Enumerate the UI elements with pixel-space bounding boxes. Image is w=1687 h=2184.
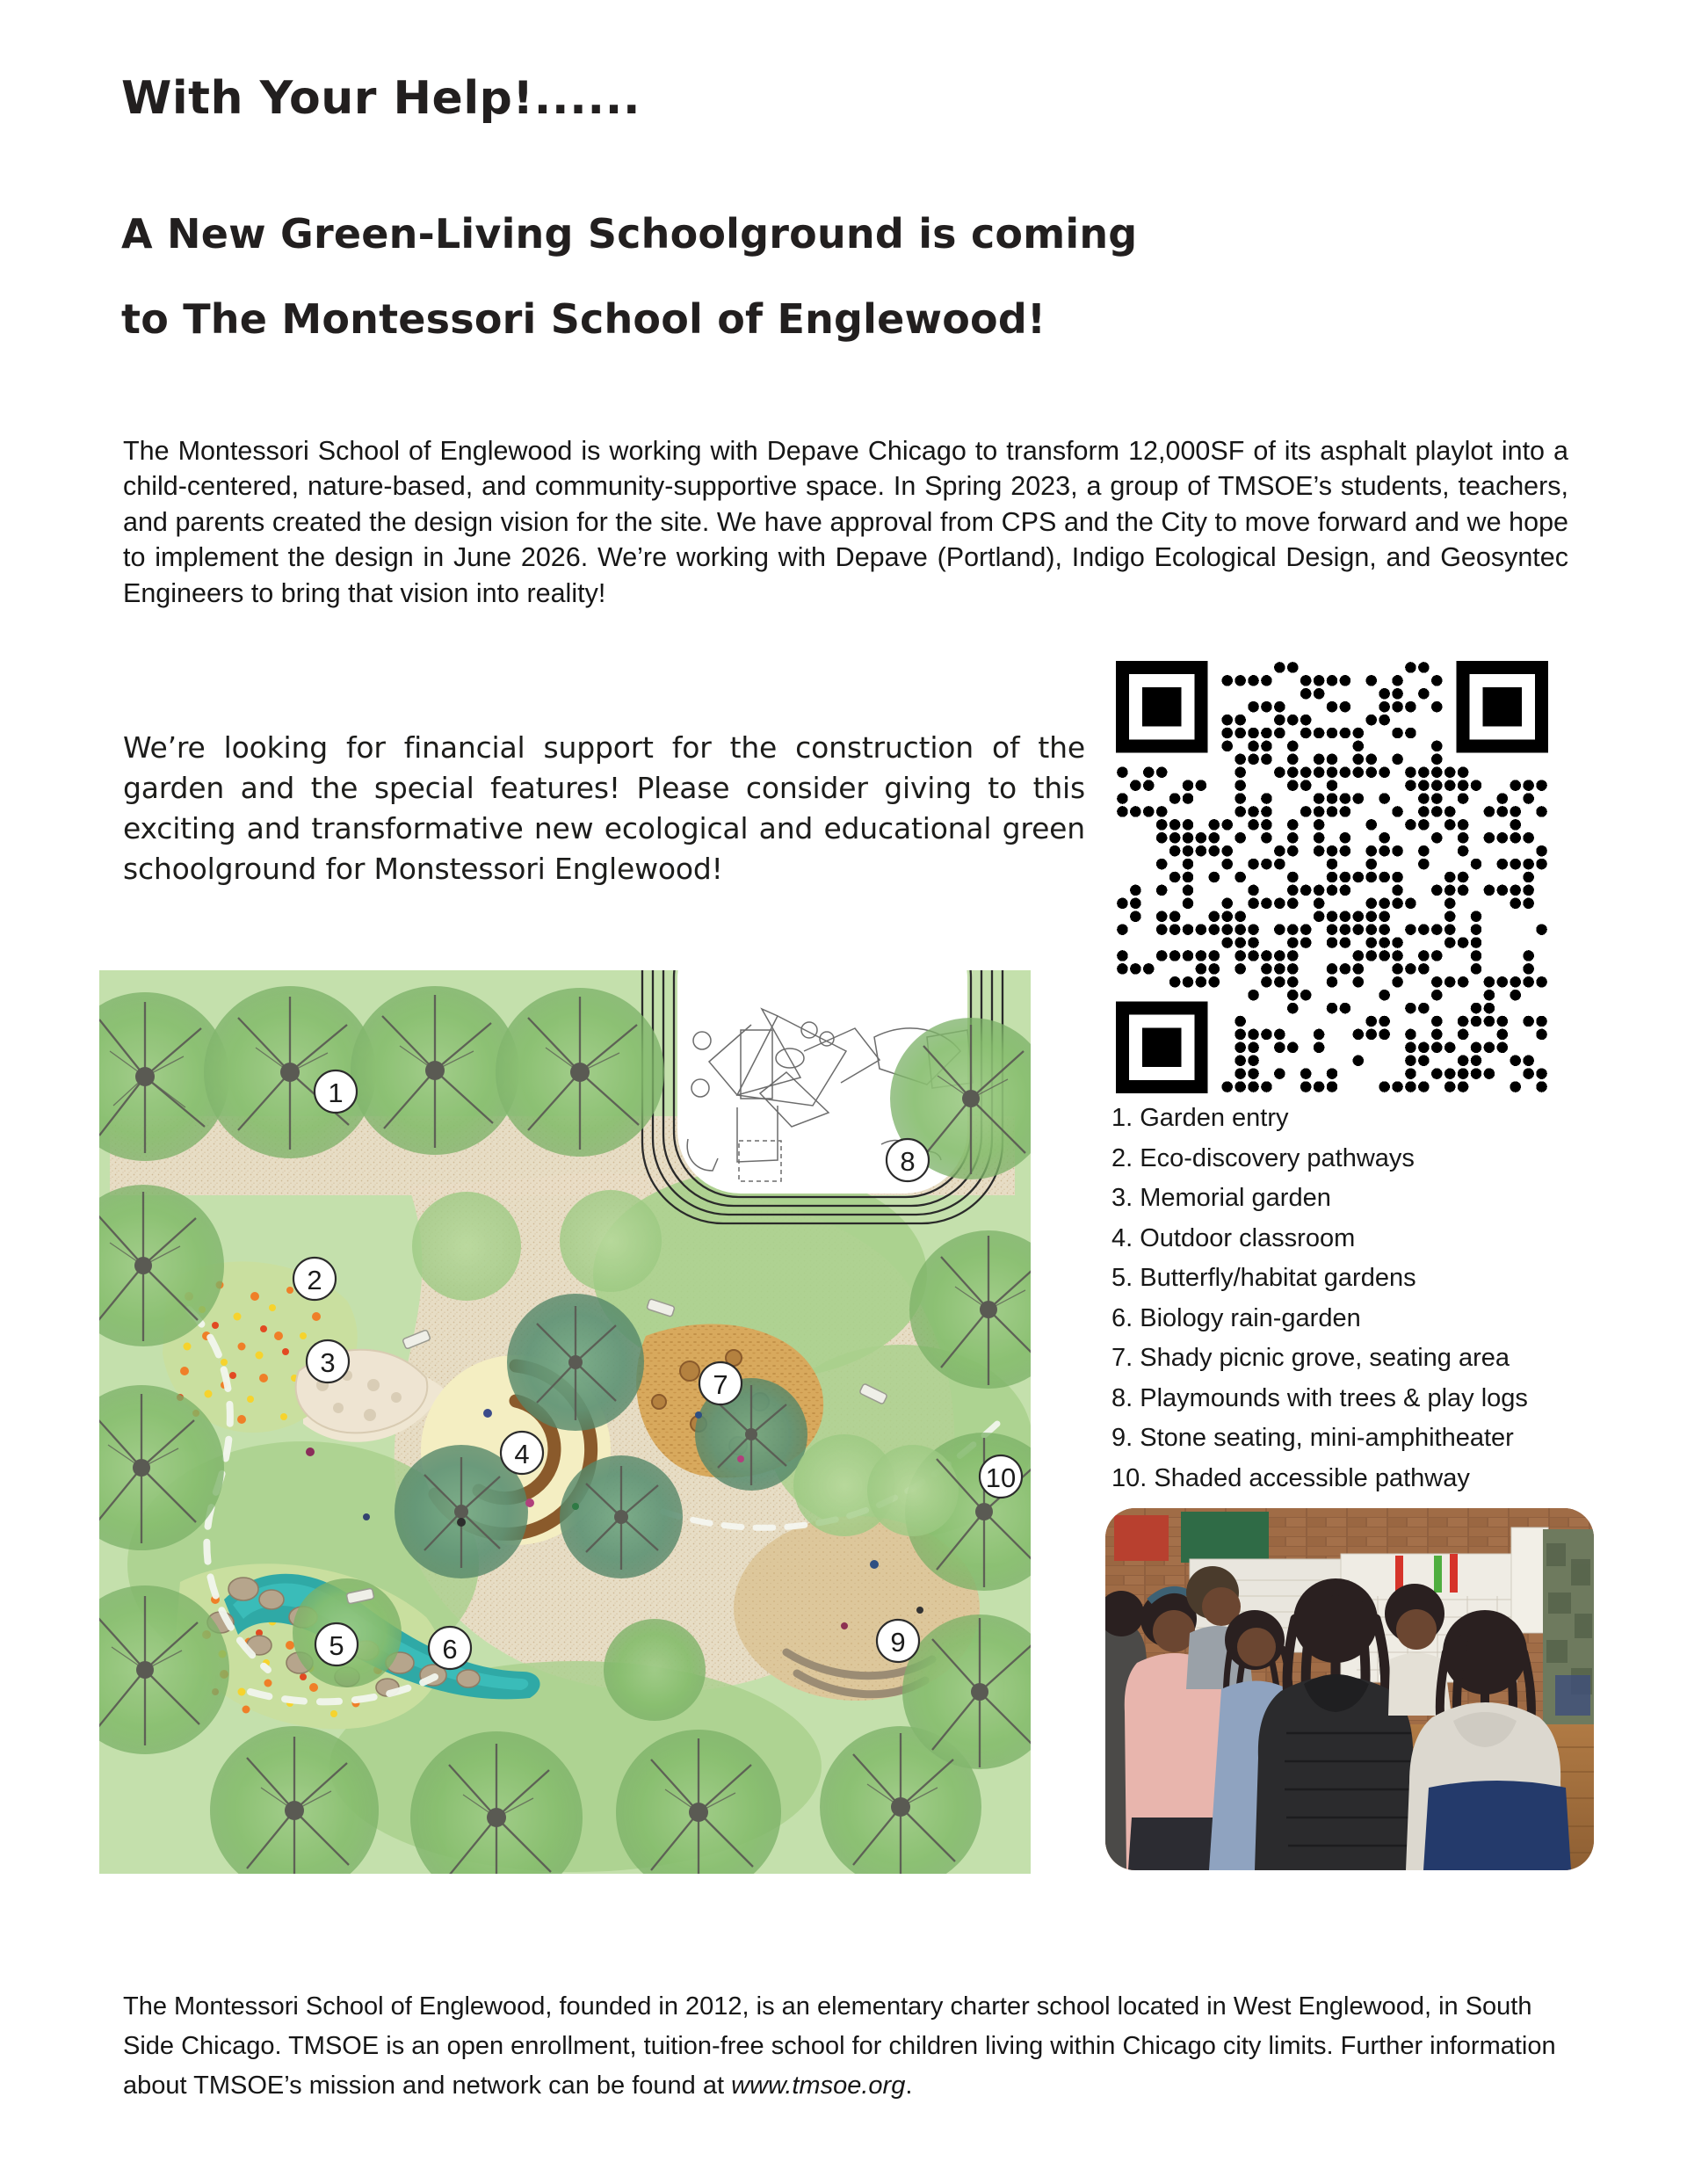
legend-item: 6. Biology rain-garden (1111, 1303, 1361, 1332)
legend-item: 9. Stone seating, mini-amphitheater (1111, 1424, 1514, 1452)
page-title-line-2: to The Montessori School of Englewood! (121, 295, 1046, 343)
site-plan-graphic (83, 896, 1107, 1929)
legend-item: 7. Shady picnic grove, seating area (1111, 1344, 1510, 1372)
legend-item: 4. Outdoor classroom (1111, 1223, 1356, 1252)
legend-item: 2. Eco-discovery pathways (1111, 1143, 1415, 1172)
footer-part-2: . (905, 2072, 913, 2100)
plan-legend (1111, 1099, 1674, 1498)
plan-marker-6 (429, 1627, 471, 1669)
svg-text:2: 2 (307, 1265, 322, 1295)
plan-marker-5 (315, 1623, 358, 1665)
funding-ask-paragraph: We’re looking for financial support for the construction of the garden and the special features! Please consider giving to this exciting and transformative new ecological and educational green schoolground for Monstessori Englewood! (123, 730, 1085, 886)
plan-marker-3 (307, 1340, 349, 1382)
footer-part-1: The Montessori School of Englewood, founded in 2012, is an elementary charter school located in West Englewood, in South Side Chicago. TMSOE is an open enrollment, tuition-free school for children living within Chicago city limits. Further information about TMSOE’s mission and network can be found at (123, 1992, 1556, 2100)
page-title (121, 192, 1351, 362)
footer-text (123, 1987, 1573, 2106)
svg-text:6: 6 (442, 1634, 458, 1665)
svg-text:3: 3 (320, 1347, 336, 1378)
qr-code-icon (1116, 661, 1548, 1093)
plan-marker-8 (887, 1139, 929, 1181)
plan-marker-9 (877, 1620, 919, 1662)
site-plan-rendering (83, 896, 1107, 1929)
plan-base (83, 896, 1068, 1904)
legend-list (1111, 1099, 1674, 1498)
community-photo (1105, 1508, 1594, 1870)
plan-marker-4 (501, 1432, 543, 1474)
svg-text:9: 9 (890, 1627, 906, 1658)
svg-text:5: 5 (329, 1630, 344, 1661)
svg-text:8: 8 (900, 1146, 916, 1177)
svg-text:1: 1 (328, 1077, 344, 1108)
legend-item: 3. Memorial garden (1111, 1184, 1331, 1212)
plan-marker-2 (293, 1258, 336, 1300)
footer-url: www.tmsoe.org (731, 2072, 906, 2100)
svg-text:4: 4 (514, 1439, 530, 1469)
qr-code[interactable] (1116, 661, 1548, 1093)
plan-marker-1 (315, 1070, 357, 1113)
legend-item: 1. Garden entry (1111, 1104, 1289, 1132)
kicker-heading: With Your Help!...... (121, 72, 641, 125)
svg-text:10: 10 (985, 1462, 1017, 1493)
legend-item: 8. Playmounds with trees & play logs (1111, 1383, 1528, 1412)
page-title-line-1: A New Green-Living Schoolground is coming (121, 210, 1138, 258)
intro-paragraph: The Montessori School of Englewood is working with Depave Chicago to transform 12,000SF of its asphalt playlot into a child-centered, nature-based, and community-supportive space. In Spring 2023, a group of TMSOE’s students, teachers, and parents created the design vision for the site. We have approval from CPS and the City to move forward and we hope to implement the design in June 2026. We’re working with Depave (Portland), Indigo Ecological Design, and Geosyntec Engineers to bring that vision into reality! (123, 435, 1568, 608)
plan-marker-7 (699, 1362, 742, 1404)
legend-item: 5. Butterfly/habitat gardens (1111, 1264, 1416, 1292)
legend-item: 10. Shaded accessible pathway (1111, 1463, 1470, 1492)
svg-text:7: 7 (713, 1369, 728, 1400)
community-photo-image (1105, 1508, 1594, 1870)
plan-marker-10 (980, 1455, 1022, 1498)
